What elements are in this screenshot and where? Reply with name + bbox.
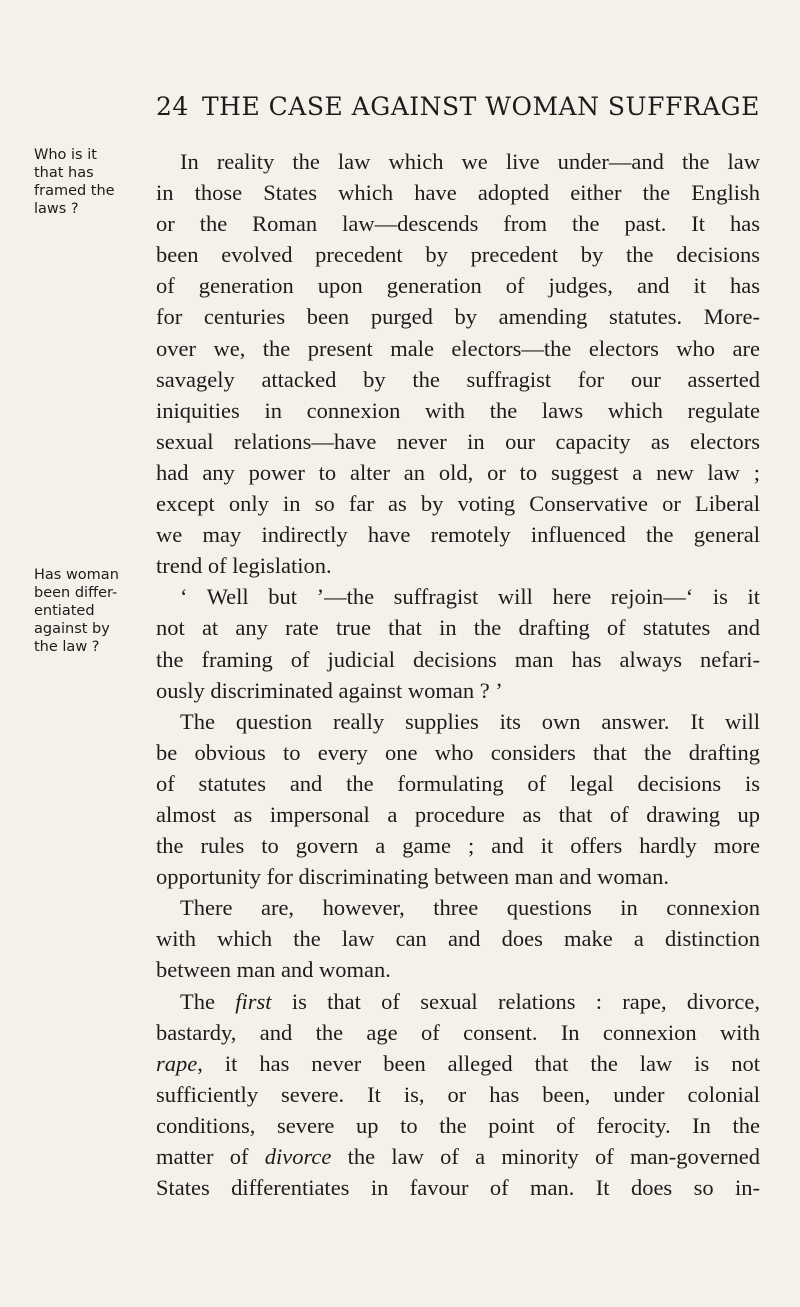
text-line: sufficiently severe. It is, or has been, under colonial [156,1081,760,1107]
text-line: not at any rate true that in the drafting of statutes and [156,615,760,641]
text-line: In reality the law which we live under—and the law [180,149,760,174]
text-line: conditions, severe up to the point of ferocity. In the [156,1112,760,1138]
margin-note-line: entiated [34,603,95,619]
text-line: almost as impersonal a procedure as that of drawing up [156,801,760,827]
margin-note-line: been differ- [34,585,118,601]
running-header [156,92,760,121]
text-run: The [180,988,236,1014]
text-line: of generation upon generation of judges, and it has [156,273,760,299]
margin-note-line: Who is it [34,147,97,163]
text-line [156,986,760,1017]
margin-note-line: the law ? [34,639,100,655]
text-line: The question really supplies its own answer. It will [180,708,760,734]
text-line: between man and woman. [156,957,391,983]
margin-note-line: framed the [34,183,115,199]
text-line: we may indirectly have remotely influenced the general [156,522,760,548]
text-line: of statutes and the formulating of legal decisions is [156,770,760,796]
margin-note-line: against by [34,621,110,637]
text-line: for centuries been purged by amending statutes. More- [156,304,760,330]
body-text [156,146,760,1203]
running-title: THE CASE AGAINST WOMAN SUFFRAGE [202,92,760,121]
text-run: , it has never been alleged that the law is not [197,1050,760,1076]
text-line: bastardy, and the age of consent. In connexion with [156,1019,760,1045]
text-run: the law of a minority of man-governed [331,1144,760,1169]
emphasis-divorce: divorce [264,1144,332,1169]
text-line: with which the law can and does make a distinction [156,926,760,952]
text-line: States differentiates in favour of man. It does so in- [156,1175,760,1201]
text-line: the rules to govern a game ; and it offers hardly more [156,833,760,859]
text-run: is that of sexual relations : rape, divorce, [271,988,760,1014]
margin-note-line: laws ? [34,201,79,217]
text-line: had any power to alter an old, or to suggest a new law ; [156,459,760,485]
text-line [156,1048,760,1079]
text-line: trend of legislation. [156,553,332,579]
text-line: be obvious to every one who considers that the drafting [156,739,760,765]
emphasis-first: first [235,988,272,1014]
text-line: opportunity for discriminating between man and woman. [156,864,670,890]
margin-note-1 [34,146,122,218]
text-line [156,1141,760,1172]
text-line: except only in so far as by voting Conservative or Liberal [156,491,760,517]
margin-note-2 [34,566,122,656]
margin-note-line: that has [34,165,94,181]
text-run: matter of [156,1144,265,1169]
text-line: There are, however, three questions in connexion [180,895,760,921]
text-line: over we, the present male electors—the electors who are [156,335,760,361]
text-line: savagely attacked by the suffragist for our asserted [156,366,760,392]
margin-note-line: Has woman [34,567,119,583]
text-line: ‘ Well but ’—the suffragist will here rejoin—‘ is it [180,584,760,610]
text-line: iniquities in connexion with the laws which regulate [156,397,760,423]
text-line: sexual relations—have never in our capacity as electors [156,428,760,454]
emphasis-rape: rape [156,1050,198,1076]
text-line: been evolved precedent by precedent by the decisions [156,242,760,268]
text-line: in those States which have adopted either the English [156,180,760,206]
text-line: the framing of judicial decisions man has always nefari- [156,646,760,672]
text-line: ously discriminated against woman ? ’ [156,677,503,703]
text-line: or the Roman law—descends from the past. It has [156,211,760,237]
page-number: 24 [156,92,189,121]
